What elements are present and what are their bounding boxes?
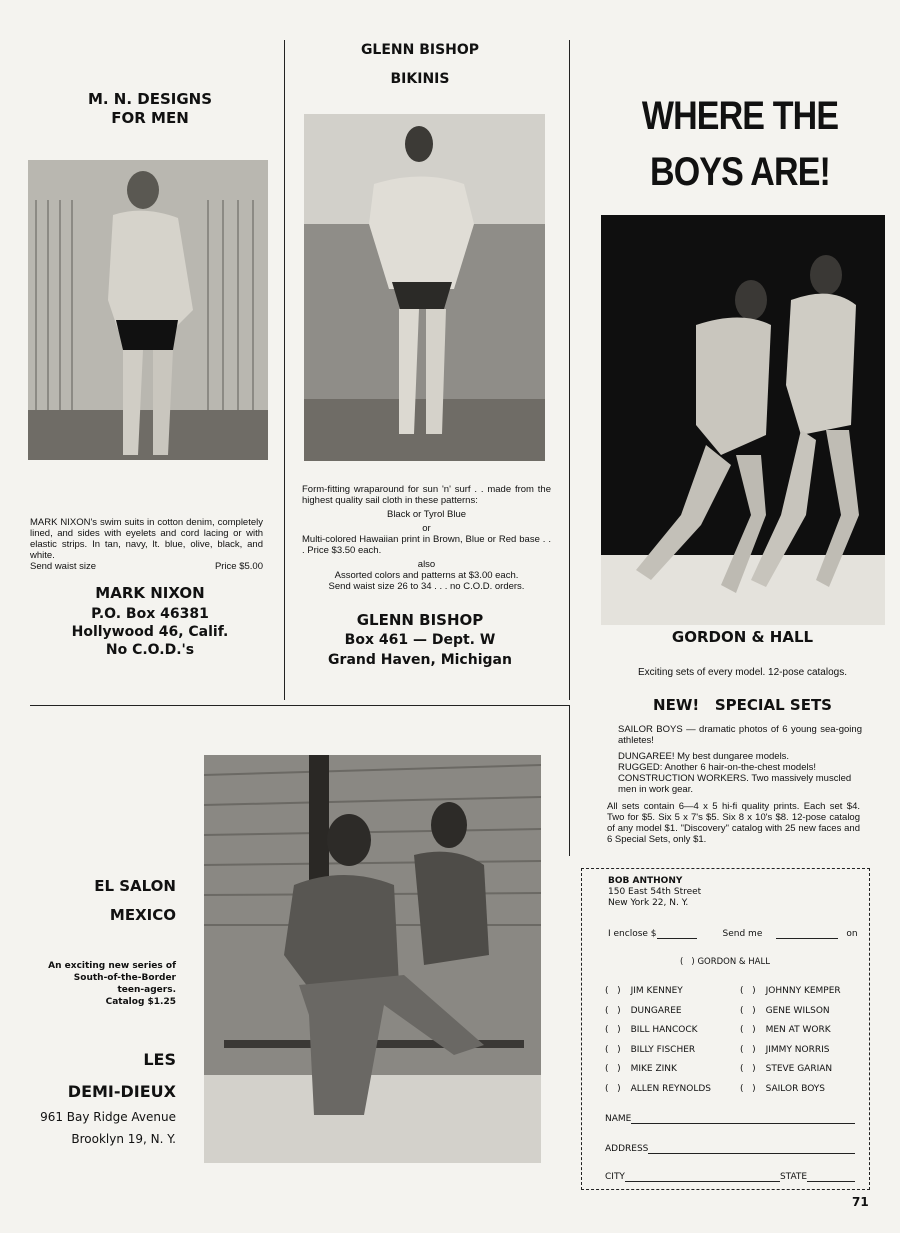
name-field[interactable] (631, 1113, 855, 1124)
address-row (605, 1143, 855, 1154)
mn-address-cod: No C.O.D.'s (105, 642, 195, 658)
gh-title-line1: WHERE THE (641, 94, 839, 138)
option-label: SAILOR BOYS (765, 1084, 826, 1094)
checkbox[interactable]: ( ) (605, 1006, 621, 1016)
name-label: NAME (605, 1114, 632, 1124)
checkbox[interactable]: ( ) (605, 1064, 621, 1074)
salon-body (30, 960, 176, 1008)
enclose-label: I enclose $ (608, 929, 657, 939)
gh-tagline: Exciting sets of every model. 12-pose catalogs. (638, 667, 847, 678)
form-addr-name: BOB ANTHONY (608, 876, 683, 886)
city-label: CITY (605, 1172, 625, 1182)
address-field[interactable] (648, 1143, 855, 1154)
option-label: ALLEN REYNOLDS (630, 1084, 711, 1094)
checkbox[interactable]: ( ) (605, 986, 621, 996)
salon-body-line3: teen-agers. (117, 985, 176, 995)
gb-body-or: or (422, 523, 431, 534)
option-johnny-kemper[interactable] (740, 986, 841, 996)
mn-heading-line1: M. N. DESIGNS (87, 90, 213, 108)
gb-address-name: GLENN BISHOP (356, 611, 484, 629)
gh-photo (601, 215, 885, 625)
option-label: BILLY FISCHER (630, 1045, 696, 1055)
state-label: STATE (779, 1172, 808, 1182)
salon-body-line2: South-of-the-Border (73, 973, 176, 983)
mn-photo (28, 160, 268, 460)
send-me-label: Send me (722, 929, 763, 939)
mn-address-box: P.O. Box 46381 (91, 606, 209, 622)
salon-heading (40, 872, 176, 930)
salon-heading-line1: EL SALON (94, 877, 176, 895)
gh-set-sailor: SAILOR BOYS — dramatic photos of 6 young sea-going athletes! (618, 724, 862, 746)
salon-body-line4: Catalog $1.25 (105, 997, 176, 1007)
option-gene-wilson[interactable] (740, 1006, 830, 1016)
option-allen-reynolds[interactable] (605, 1084, 711, 1094)
option-label: DUNGAREE (630, 1006, 682, 1016)
on-label: on (846, 929, 858, 939)
gb-heading (310, 36, 530, 94)
checkbox[interactable]: ( ) (605, 1025, 621, 1035)
option-label: JIM KENNEY (630, 986, 683, 996)
dd-address-city: Brooklyn 19, N. Y. (71, 1132, 176, 1146)
option-label: BILL HANCOCK (630, 1025, 698, 1035)
gb-address-city: Grand Haven, Michigan (328, 652, 512, 668)
mn-heading (40, 90, 260, 128)
gb-body-also: also (417, 559, 436, 570)
gb-address-box: Box 461 — Dept. W (344, 632, 496, 648)
checkbox[interactable]: ( ) (740, 1006, 756, 1016)
gh-name: GORDON & HALL (671, 628, 814, 646)
column-divider-right (569, 40, 570, 700)
checkbox[interactable]: ( ) (740, 1084, 756, 1094)
gh-title (600, 88, 880, 200)
form-addr (608, 876, 701, 909)
dd-address (20, 1106, 176, 1150)
option-billy-fischer[interactable] (605, 1045, 695, 1055)
gb-body-waist: Send waist size 26 to 34 . . . no C.O.D. orders. (328, 581, 525, 592)
option-label: STEVE GARIAN (765, 1064, 833, 1074)
gb-heading-line1: GLENN BISHOP (360, 42, 480, 58)
option-jimmy-norris[interactable] (740, 1045, 830, 1055)
checkbox[interactable]: ( ) (740, 1045, 756, 1055)
gb-body (302, 484, 551, 592)
mn-body (30, 517, 263, 572)
form-enclose-row (608, 928, 860, 939)
name-row (605, 1113, 855, 1124)
city-field[interactable] (625, 1171, 780, 1182)
dd-address-street: 961 Bay Ridge Avenue (40, 1110, 176, 1124)
gh-pricing: All sets contain 6—4 x 5 hi-fi quality prints. Each set $4. Two for $5. Six 5 x 7's $5. Six 8 x 10's $8. 12-pose catalog of any model $1. "Discovery" catalog with 25 new faces and 6 Special Sets, only $1. (607, 801, 860, 845)
option-men-at-work[interactable] (740, 1025, 831, 1035)
option-label: MIKE ZINK (630, 1064, 677, 1074)
dd-heading-line1: LES (143, 1050, 176, 1069)
checkbox[interactable]: ( ) (740, 986, 756, 996)
mn-waist: Send waist size (30, 561, 97, 572)
enclose-amount-field[interactable] (657, 928, 697, 939)
form-addr-street: 150 East 54th Street (608, 887, 702, 897)
salon-body-line1: An exciting new series of (48, 961, 176, 971)
mn-heading-line2: FOR MEN (111, 109, 189, 127)
option-dungaree[interactable] (605, 1006, 682, 1016)
gb-address (300, 610, 540, 670)
gb-body-intro: Form-fitting wraparound for sun 'n' surf . . made from the highest quality sail cloth in these patterns: (302, 484, 551, 506)
checkbox[interactable]: ( ) (740, 1064, 756, 1074)
mn-price: Price $5.00 (214, 561, 263, 572)
mn-address-name: MARK NIXON (95, 584, 205, 602)
option-bill-hancock[interactable] (605, 1025, 698, 1035)
salon-heading-line2: MEXICO (109, 906, 176, 924)
gh-set-construction: CONSTRUCTION WORKERS. Two massively muscled men in work gear. (618, 773, 852, 795)
mn-address (40, 584, 260, 659)
option-sailor-boys[interactable] (740, 1084, 825, 1094)
salon-photo (204, 755, 541, 1163)
form-addr-city: New York 22, N. Y. (608, 898, 689, 908)
mn-address-city: Hollywood 46, Calif. (71, 624, 229, 640)
option-label: JOHNNY KEMPER (765, 986, 841, 996)
gb-body-assorted: Assorted colors and patterns at $3.00 each. (334, 570, 519, 581)
mn-body-text: MARK NIXON's swim suits in cotton denim, completely lined, and sides with eyelets and cord lacing or with elastic strips. In tan, navy, lt. blue, olive, black, and white. (30, 517, 263, 561)
gb-body-hawaiian: Multi-colored Hawaiian print in Brown, Blue or Red base . . . Price $3.50 each. (302, 534, 551, 556)
checkbox[interactable]: ( ) (740, 1025, 756, 1035)
column-divider-right-lower (569, 706, 570, 856)
address-label: ADDRESS (605, 1144, 649, 1154)
gh-sets (618, 724, 862, 795)
option-label: MEN AT WORK (765, 1025, 831, 1035)
send-me-field[interactable] (776, 928, 838, 939)
gh-set-dungaree: DUNGAREE! My best dungaree models. (618, 751, 790, 762)
dd-heading (40, 1044, 176, 1108)
option-label: JIMMY NORRIS (765, 1045, 830, 1055)
option-steve-garian[interactable] (740, 1064, 832, 1074)
gh-special-heading: NEW! SPECIAL SETS (653, 696, 832, 714)
gh-title-line2: BOYS ARE! (649, 150, 830, 194)
dd-heading-line2: DEMI-DIEUX (67, 1082, 176, 1101)
state-field[interactable] (807, 1171, 855, 1182)
column-divider-left (284, 40, 285, 700)
checkbox[interactable]: ( ) (605, 1045, 621, 1055)
page-number: 71 (852, 1195, 869, 1209)
section-divider (30, 705, 570, 706)
city-row (605, 1171, 855, 1182)
option-mike-zink[interactable] (605, 1064, 677, 1074)
checkbox[interactable]: ( ) (605, 1084, 621, 1094)
gb-heading-line2: BIKINIS (390, 71, 450, 87)
gb-body-black: Black or Tyrol Blue (386, 509, 467, 520)
gh-option[interactable]: ( ) GORDON & HALL (680, 957, 770, 967)
option-label: GENE WILSON (765, 1006, 830, 1016)
gb-photo (304, 114, 545, 461)
gh-set-rugged: RUGGED: Another 6 hair-on-the-chest models! (618, 762, 817, 773)
option-jim-kenney[interactable] (605, 986, 683, 996)
